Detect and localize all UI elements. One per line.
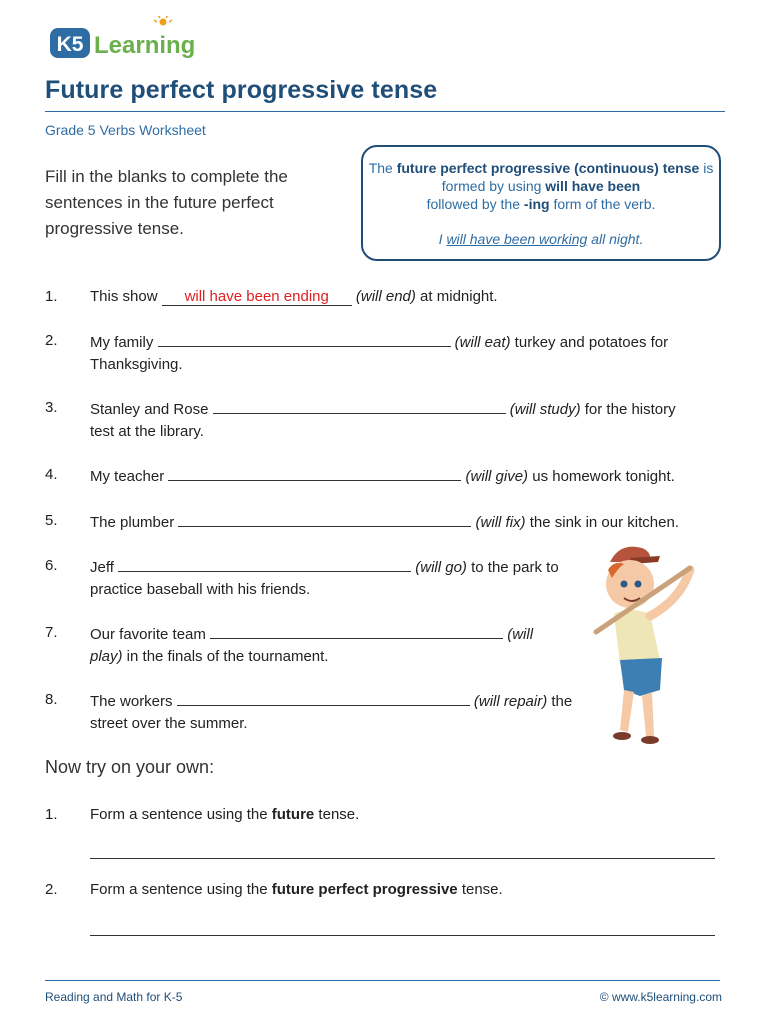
baseball-boy-illustration — [590, 540, 700, 750]
k5-learning-logo — [48, 16, 218, 62]
rule-text: The future perfect progressive (continuous) tense is formed by using will have been followed by the -ing form of the verb. — [368, 160, 714, 212]
answer-blank-6[interactable] — [118, 555, 411, 572]
title-divider — [45, 111, 725, 112]
rule-example: I will have been working all night. — [438, 231, 644, 247]
answer-blank-4[interactable] — [168, 464, 461, 481]
answer-blank-5[interactable] — [178, 510, 471, 527]
answer-line-2[interactable] — [90, 935, 715, 936]
worksheet-subtitle: Grade 5 Verbs Worksheet — [45, 122, 206, 138]
answer-blank-7[interactable] — [210, 622, 503, 639]
instructions: Fill in the blanks to complete the sentences in the future perfect progressive tense. — [45, 167, 288, 238]
footer-website-link[interactable]: © www.k5learning.com — [599, 990, 722, 1004]
answer-blank-8[interactable] — [177, 689, 470, 706]
own-section-heading: Now try on your own: — [45, 757, 215, 777]
answer-blank-3[interactable] — [213, 397, 506, 414]
grammar-rule-box — [361, 145, 721, 261]
page-title: Future perfect progressive tense — [45, 76, 438, 104]
answer-line-1[interactable] — [90, 858, 715, 859]
footer-tagline: Reading and Math for K-5 — [45, 990, 183, 1004]
answer-blank-1[interactable]: will have been ending — [162, 289, 352, 306]
answer-blank-2[interactable] — [158, 330, 451, 347]
svg-text:Learning: Learning — [94, 32, 196, 59]
footer-divider — [45, 980, 720, 981]
svg-text:K5: K5 — [56, 33, 84, 56]
